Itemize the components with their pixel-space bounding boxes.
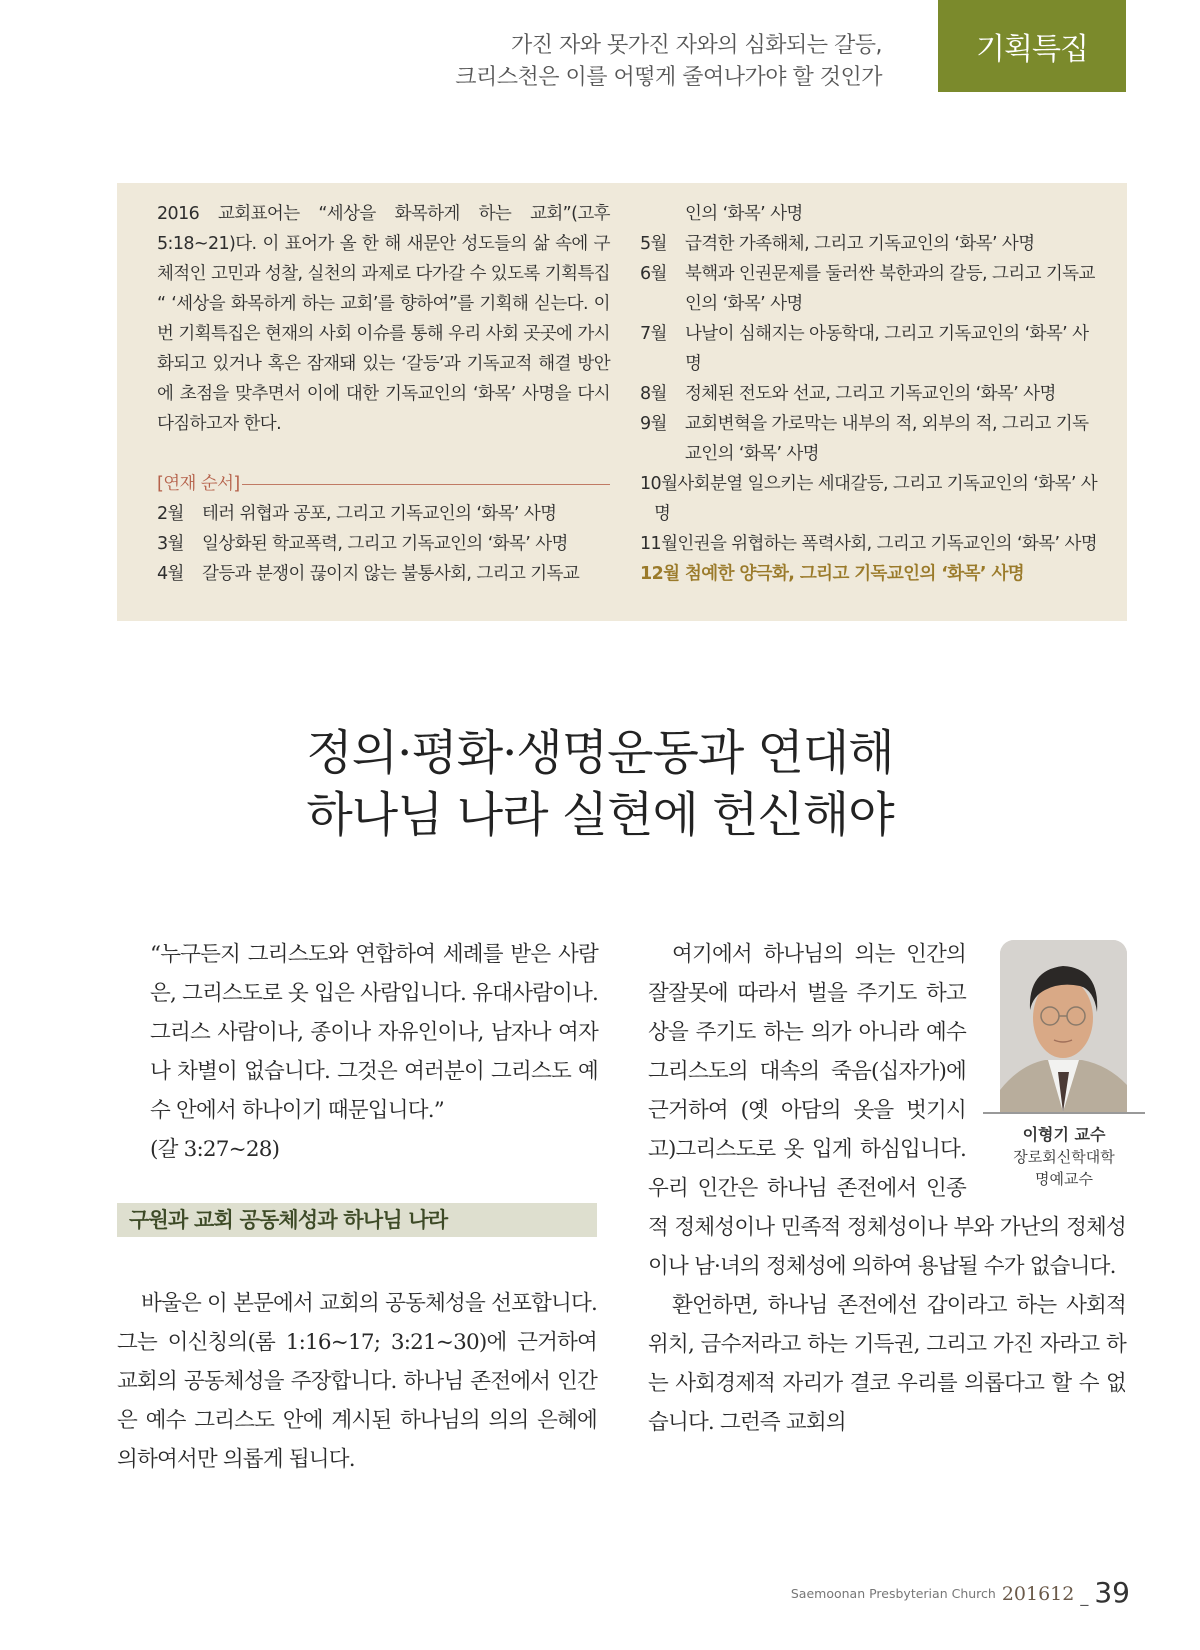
series-month: 3월 (157, 534, 184, 554)
subtitle-line-2: 크리스천은 이를 어떻게 줄여나가야 할 것인가 (455, 65, 882, 90)
series-item-oct (640, 469, 1100, 499)
series-month: 11월 (640, 534, 678, 554)
series-title: 일상화된 학교폭력, 그리고 기독교인의 ‘화목’ 사명 (202, 534, 568, 554)
section-heading: 구원과 교회 공동체성과 하나님 나라 (117, 1203, 597, 1237)
series-item-jul (640, 319, 1100, 349)
author-affiliation: 장로회신학대학 (1013, 1148, 1115, 1166)
series-month: 7월 (640, 324, 667, 344)
series-title: 나날이 심해지는 아동학대, 그리고 기독교인의 ‘화목’ 사 (685, 324, 1089, 344)
series-title: 정체된 전도와 선교, 그리고 기독교인의 ‘화목’ 사명 (685, 384, 1056, 404)
series-title: 인의 ‘화목’ 사명 (685, 294, 803, 314)
series-heading-rule (242, 484, 610, 485)
series-item-feb (157, 499, 610, 529)
series-item-nov (640, 529, 1100, 559)
section-tag: 기획특집 (938, 0, 1126, 92)
series-month: 8월 (640, 384, 667, 404)
series-month: 2월 (157, 504, 184, 524)
body-right-column (648, 935, 1126, 1442)
quote-reference: (갈 3:27~28) (150, 1137, 280, 1162)
series-month: 10월 (640, 474, 678, 494)
footer-separator: _ (1080, 1587, 1089, 1606)
intro-left-column (157, 199, 610, 589)
author-name: 이형기 교수 (1022, 1125, 1106, 1144)
series-title: 명 (654, 504, 671, 524)
series-month: 4월 (157, 564, 184, 584)
series-item-jun (640, 259, 1100, 289)
page-number: 39 (1094, 1576, 1130, 1609)
scripture-quote (150, 935, 598, 1169)
series-item-oct-cont (640, 499, 1100, 529)
series-title: 교회변혁을 가로막는 내부의 적, 외부의 적, 그리고 기독 (685, 414, 1089, 434)
series-item-sep (640, 409, 1100, 439)
series-item-jun-cont (640, 289, 1100, 319)
series-month: 12월 (640, 564, 680, 584)
series-title: 명 (685, 354, 702, 374)
title-line-1: 정의·평화·생명운동과 연대해 (306, 725, 894, 781)
series-item-dec-current (640, 559, 1100, 589)
issue-number: 201612 (1001, 1583, 1075, 1605)
feature-subtitle (455, 30, 882, 94)
intro-text: 2016 교회표어는 “세상을 화목하게 하는 교회”(고후 5:18~21)다. 이 표어가 올 한 해 새문안 성도들의 삶 속에 구체적인 고민과 성찰, 실천의 과제로 다가갈 수 있도록 기획특집 “ ‘세상을 화목하게 하는 교회’를 향하여”를 기획해 싣는다. 이번 기획특집은 현재의 사회 이슈를 통해 우리 사회 곳곳에 가시화되고 있거나 혹은 잠재돼 있는 ‘갈등’과 기독교적 해결 방안에 초점을 맞추면서 이에 대한 기독교인의 ‘화목’ 사명을 다시 다짐하고자 한다. (157, 204, 610, 434)
article-title (0, 722, 1200, 846)
series-heading (157, 469, 610, 499)
series-month: 6월 (640, 264, 667, 284)
series-month: 5월 (640, 234, 667, 254)
series-item-may (640, 229, 1100, 259)
series-title: 교인의 ‘화목’ 사명 (685, 444, 819, 464)
intro-box (117, 183, 1127, 621)
body-paragraph-left: 바울은 이 본문에서 교회의 공동체성을 선포합니다. 그는 이신칭의(롬 1:16~17; 3:21~30)에 근거하여 교회의 공동체성을 주장합니다. 하나님 존전에서 인간은 예수 그리스도 안에 계시된 하나님의 의의 은혜에 의하여서만 의롭게 됩니다. (117, 1291, 597, 1472)
series-item-sep-cont (640, 439, 1100, 469)
quote-text: “누구든지 그리스도와 연합하여 세례를 받은 사람은, 그리스도로 옷 입은 사람입니다. 유대사람이나. 그리스 사람이나, 종이나 자유인이나, 남자나 여자나 차별이 없습니다. 그것은 여러분이 그리스도 예수 안에서 하나이기 때문입니다.” (150, 942, 598, 1123)
series-item-apr (157, 559, 610, 589)
series-title: 첨예한 양극화, 그리고 기독교인의 ‘화목’ 사명 (684, 564, 1025, 584)
series-title: 급격한 가족해체, 그리고 기독교인의 ‘화목’ 사명 (685, 234, 1035, 254)
photo-wrap-space (966, 935, 1126, 1171)
series-heading-label: [연재 순서] (157, 474, 240, 494)
series-title: 테러 위협과 공포, 그리고 기독교인의 ‘화목’ 사명 (202, 504, 557, 524)
series-title: 북핵과 인권문제를 둘러싼 북한과의 갈등, 그리고 기독교 (685, 264, 1095, 284)
series-title: 인권을 위협하는 폭력사회, 그리고 기독교인의 ‘화목’ 사명 (677, 534, 1098, 554)
series-title: 갈등과 분쟁이 끊이지 않는 불통사회, 그리고 기독교 (202, 564, 580, 584)
series-item-apr-cont (640, 199, 1100, 229)
subtitle-line-1: 가진 자와 못가진 자와의 심화되는 갈등, (511, 33, 882, 58)
series-month: 9월 (640, 414, 667, 434)
body-paragraph-right-1: 여기에서 하나님의 의는 인간의 잘잘못에 따라서 벌을 주기도 하고 상을 주기도 하는 의가 아니라 예수 그리스도의 대속의 죽음(십자가)에 근거하여 (옛 아담의 옷을 벗기시고)그리스도로 옷 입게 하심입니다. 우리 인간은 하나님 존전에서 인종적 정체성이나 민족적 정체성이나 부와 가난의 정체성이나 남·녀의 정체성에 의하여 용납될 수가 없습니다. (648, 942, 1126, 1279)
intro-right-column (640, 199, 1100, 589)
church-name: Saemoonan Presbyterian Church (790, 1586, 996, 1601)
series-item-mar (157, 529, 610, 559)
author-title: 명예교수 (1035, 1170, 1093, 1188)
title-line-2: 하나님 나라 실현에 헌신해야 (306, 787, 894, 843)
body-paragraph-right-2: 환언하면, 하나님 존전에선 갑이라고 하는 사회적 위치, 금수저라고 하는 기득권, 그리고 가진 자라고 하는 사회경제적 자리가 결코 우리를 의롭다고 할 수 없습니다. 그런즉 교회의 (648, 1293, 1126, 1435)
page-footer (791, 1578, 1130, 1608)
series-item-aug (640, 379, 1100, 409)
series-title: 인의 ‘화목’ 사명 (685, 204, 803, 224)
series-title: 사회분열 일으키는 세대갈등, 그리고 기독교인의 ‘화목’ 사 (677, 474, 1098, 494)
series-item-jul-cont (640, 349, 1100, 379)
